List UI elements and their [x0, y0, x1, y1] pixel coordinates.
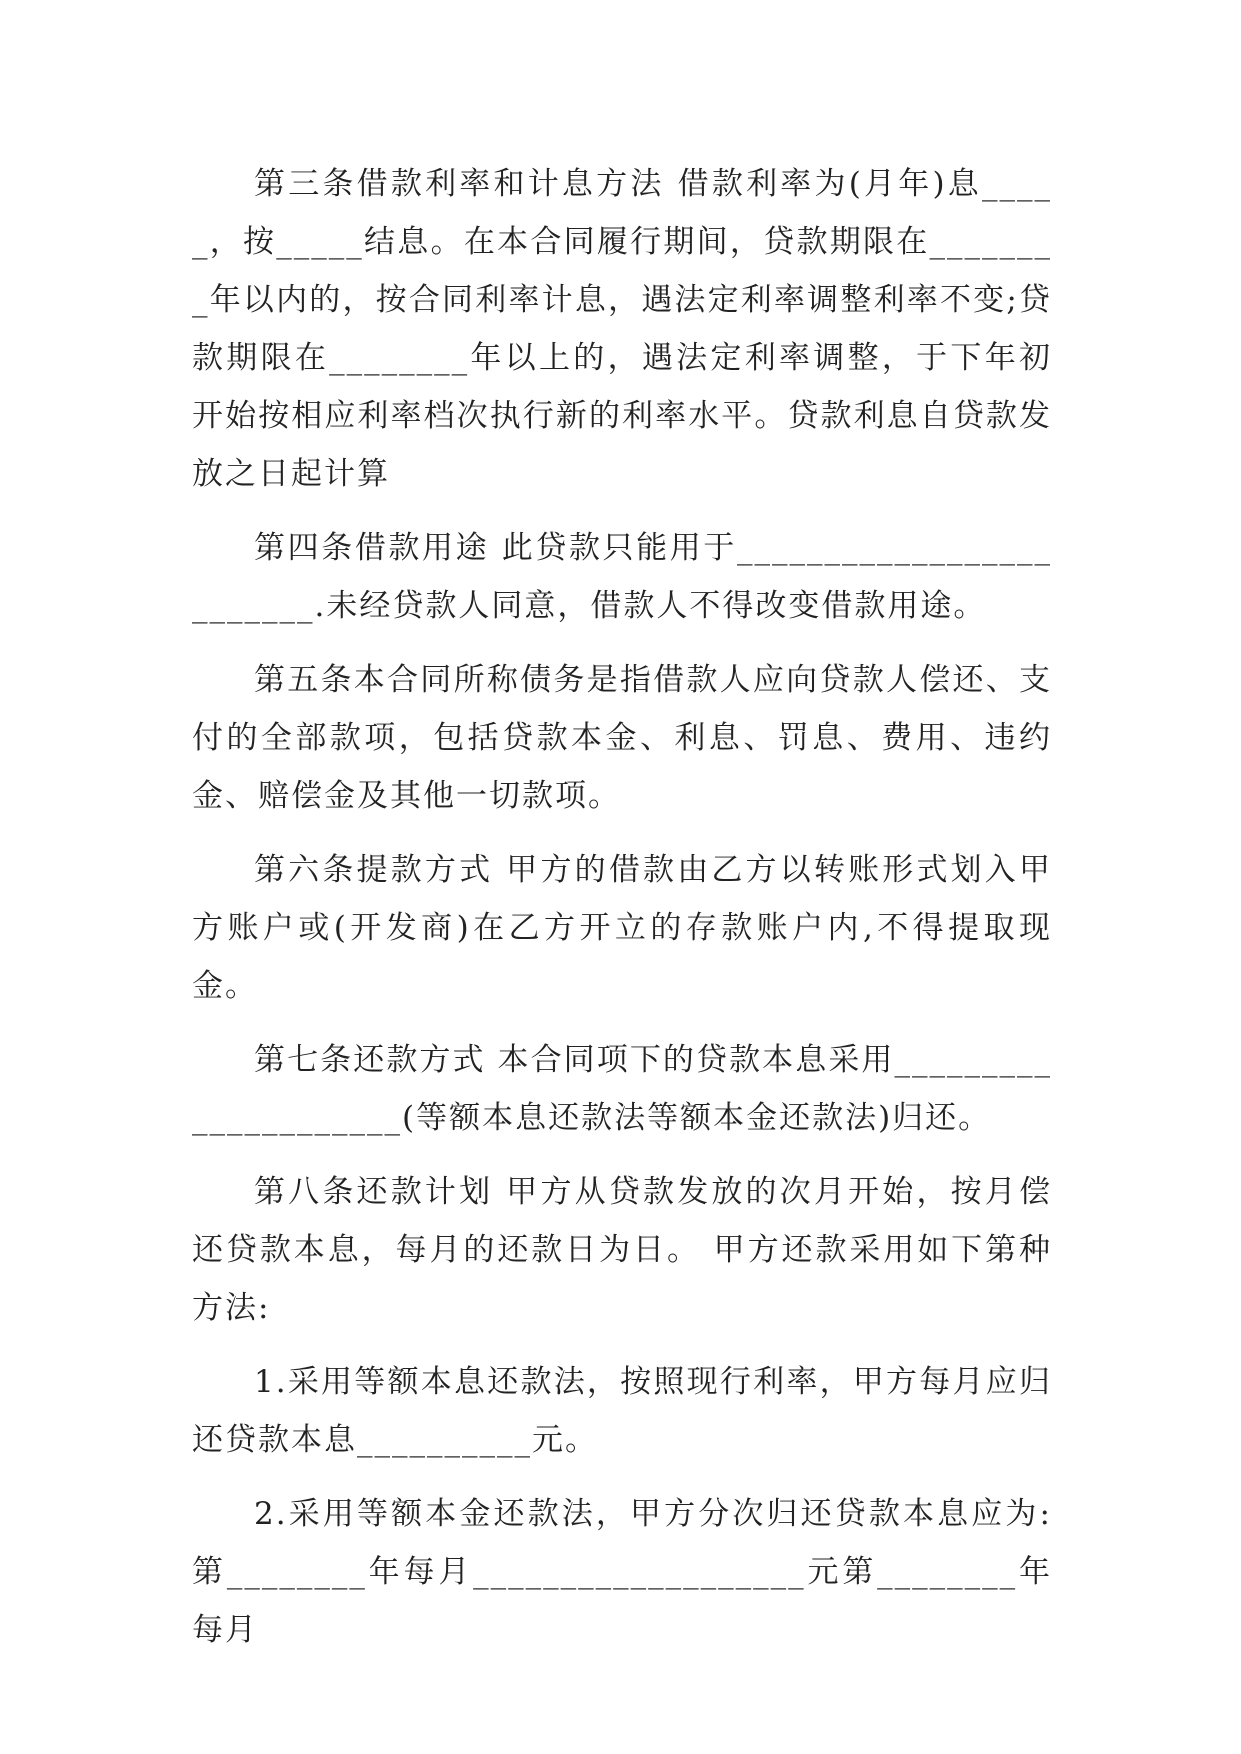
clause-7-repayment-method: 第七条还款方式 本合同项下的贷款本息采用_____________________(等额本息还款法等额本金还款法)归还。: [192, 1042, 1052, 1136]
clause-5-debt-definition: 第五条本合同所称债务是指借款人应向贷款人偿还、支付的全部款项，包括贷款本金、利息、罚息、费用、违约金、赔偿金及其他一切款项。: [192, 662, 1052, 814]
clause-8-repayment-plan: 第八条还款计划 甲方从贷款发放的次月开始，按月偿还贷款本息，每月的还款日为日。 甲方还款采用如下第种方法:: [192, 1174, 1052, 1326]
repayment-option-1: 1.采用等额本息还款法，按照现行利率，甲方每月应归还贷款本息__________元。: [192, 1364, 1052, 1458]
clause-6-withdrawal-method: 第六条提款方式 甲方的借款由乙方以转账形式划入甲方账户或(开发商)在乙方开立的存款账户内,不得提取现金。: [192, 852, 1052, 1004]
repayment-option-2: 2.采用等额本金还款法，甲方分次归还贷款本息应为:第________年每月___________________元第________年每月: [192, 1496, 1052, 1648]
clause-4-loan-purpose: 第四条借款用途 此贷款只能用于_________________________.未经贷款人同意，借款人不得改变借款用途。: [192, 530, 1052, 624]
document-body: [192, 155, 1052, 1675]
clause-3-interest-rate: 第三条借款利率和计息方法 借款利率为(月年)息_____，按_____结息。在本合同履行期间，贷款期限在________年以内的，按合同利率计息，遇法定利率调整利率不变;贷款期限在________年以上的，遇法定利率调整，于下年初开始按相应利率档次执行新的利率水平。贷款利息自贷款发放之日起计算: [192, 166, 1052, 492]
